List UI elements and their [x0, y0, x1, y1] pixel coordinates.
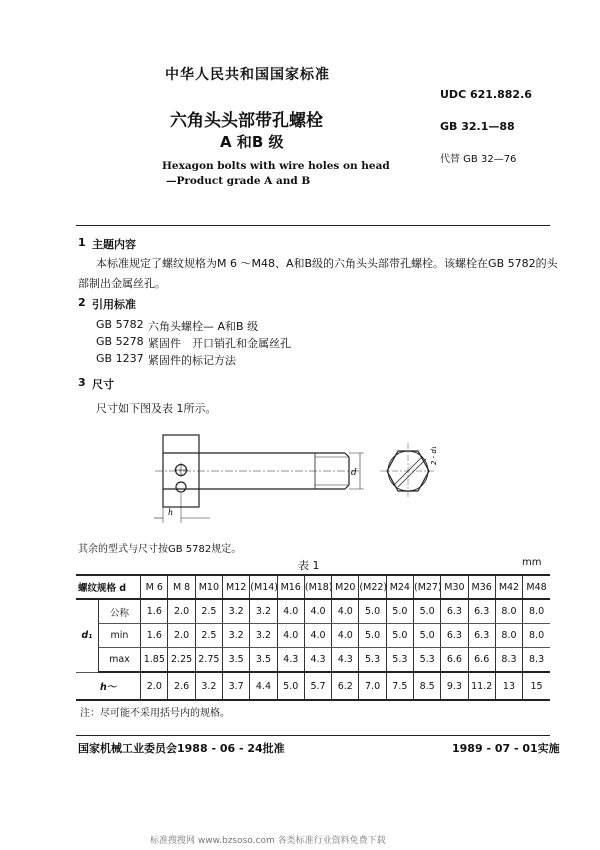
column-header: M48	[523, 575, 550, 599]
table-cell: 5.0	[277, 672, 304, 700]
table-caption: 表 1	[298, 559, 320, 572]
reference-code: GB 5278	[96, 335, 144, 348]
table-cell: 2.0	[168, 624, 195, 648]
column-header: (M27)	[413, 575, 440, 599]
implementation-date: 1989 - 07 - 01实施	[452, 742, 560, 755]
table-row	[76, 624, 550, 648]
table-cell: 2.0	[168, 599, 195, 624]
table-cell: 13	[495, 672, 522, 700]
table-cell: 2.5	[195, 624, 222, 648]
table-row	[76, 648, 550, 673]
section-number: 3	[78, 376, 86, 389]
table-cell: 8.3	[523, 648, 550, 673]
footer-divider	[76, 735, 550, 736]
section-title: 引用标准	[92, 298, 136, 311]
section-body: 本标准规定了螺纹规格为M 6 ～M48、A和B级的六角头头部带孔螺栓。该螺栓在GB 5782的头	[96, 257, 558, 270]
table-cell: 8.5	[413, 672, 440, 700]
section-number: 2	[78, 296, 86, 309]
column-header: (M22)	[359, 575, 386, 599]
dimension-label-d1: 2 - d₁	[430, 446, 438, 465]
row-label: max	[98, 648, 140, 673]
table-cell: 8.3	[495, 648, 522, 673]
column-header: M12	[223, 575, 250, 599]
table-cell: 5.3	[386, 648, 413, 673]
table-cell: 4.0	[304, 624, 331, 648]
table-cell: 3.5	[223, 648, 250, 673]
column-header: M10	[195, 575, 222, 599]
table-cell: 1.6	[141, 599, 168, 624]
table-header-row	[76, 575, 550, 599]
row-label: min	[98, 624, 140, 648]
column-header: M16	[277, 575, 304, 599]
table-cell: 4.0	[277, 599, 304, 624]
table-cell: 5.3	[413, 648, 440, 673]
column-header: M 8	[168, 575, 195, 599]
reference-title: 紧固件的标记方法	[148, 354, 236, 367]
table-cell: 4.3	[277, 648, 304, 673]
section-body: 尺寸如下图及表 1所示。	[96, 402, 217, 415]
document-title-en: Hexagon bolts with wire holes on head	[162, 160, 390, 172]
note-other-dimensions: 其余的型式与尺寸按GB 5782规定。	[78, 544, 242, 555]
header-divider	[76, 225, 550, 226]
table-cell: 3.2	[250, 599, 277, 624]
udc-code: UDC 621.882.6	[440, 88, 532, 101]
table-cell: 8.0	[523, 599, 550, 624]
table-cell: 6.3	[441, 624, 468, 648]
table-cell: 6.3	[441, 599, 468, 624]
table-cell: 6.3	[468, 599, 495, 624]
table-cell: 4.0	[332, 624, 359, 648]
bolt-drawing	[150, 425, 450, 530]
table-cell: 7.5	[386, 672, 413, 700]
document-title-cn: 六角头头部带孔螺栓	[170, 111, 323, 131]
column-header: M24	[386, 575, 413, 599]
dimension-label-d: d	[351, 468, 357, 478]
table-cell: 3.2	[195, 672, 222, 700]
dimension-table	[76, 574, 550, 701]
table-cell: 3.2	[223, 624, 250, 648]
column-header: (M18)	[304, 575, 331, 599]
table-cell: 5.7	[304, 672, 331, 700]
table-cell: 6.6	[468, 648, 495, 673]
table-cell: 4.0	[332, 599, 359, 624]
column-header: M20	[332, 575, 359, 599]
table-cell: 1.6	[141, 624, 168, 648]
table-cell: 4.0	[277, 624, 304, 648]
approval-date: 国家机械工业委员会1988 - 06 - 24批准	[78, 742, 285, 755]
reference-code: GB 5782	[96, 318, 144, 331]
table-cell: 5.0	[386, 624, 413, 648]
table-cell: 5.3	[359, 648, 386, 673]
table-cell: 4.3	[332, 648, 359, 673]
table-cell: 2.0	[141, 672, 168, 700]
table-cell: 4.3	[304, 648, 331, 673]
table-cell: 2.75	[195, 648, 222, 673]
table-row	[76, 672, 550, 700]
watermark-text: 标准搜搜网 www.bzsoso.com 各类标准行业资料免费下载	[150, 836, 386, 846]
table-cell: 3.7	[223, 672, 250, 700]
reference-title: 紧固件 开口销孔和金属丝孔	[148, 337, 291, 350]
table-cell: 3.2	[223, 599, 250, 624]
table-cell: 5.0	[413, 624, 440, 648]
table-cell: 5.0	[359, 624, 386, 648]
column-header: M42	[495, 575, 522, 599]
document-subtitle-cn: A 和B 级	[220, 133, 284, 151]
table-row	[76, 599, 550, 624]
standard-number: GB 32.1—88	[440, 120, 515, 133]
table-cell: 5.0	[386, 599, 413, 624]
reference-code: GB 1237	[96, 352, 144, 365]
table-cell: 8.0	[523, 624, 550, 648]
table-cell: 15	[523, 672, 550, 700]
table-cell: 8.0	[495, 599, 522, 624]
reference-title: 六角头螺栓— A和B 级	[148, 320, 259, 333]
section-title: 主题内容	[92, 238, 136, 251]
wire-hole	[176, 482, 186, 492]
table-cell: 3.2	[250, 624, 277, 648]
row-label: 公称	[98, 599, 140, 624]
table-cell: 9.3	[441, 672, 468, 700]
table-cell: 11.2	[468, 672, 495, 700]
dimension-label-h: h	[168, 508, 174, 517]
column-header: M 6	[141, 575, 168, 599]
row-group-label: d₁	[76, 599, 98, 672]
table-cell: 2.25	[168, 648, 195, 673]
table-cell: 6.6	[441, 648, 468, 673]
section-title: 尺寸	[92, 378, 114, 391]
table-cell: 1.85	[141, 648, 168, 673]
table-cell: 6.2	[332, 672, 359, 700]
table-cell: 5.0	[413, 599, 440, 624]
section-number: 1	[78, 236, 86, 249]
section-body: 部制出金属丝孔。	[78, 277, 166, 290]
column-header: M30	[441, 575, 468, 599]
table-footnote: 注：尽可能不采用括号内的规格。	[80, 708, 230, 719]
national-standard-heading: 中华人民共和国国家标准	[165, 67, 330, 83]
replaces-note: 代替 GB 32—76	[440, 154, 517, 165]
table-cell: 3.5	[250, 648, 277, 673]
table-unit: mm	[522, 557, 542, 568]
table-corner-label: 螺纹规格 d	[76, 575, 141, 599]
document-subtitle-en: —Product grade A and B	[166, 175, 311, 187]
table-cell: 4.0	[304, 599, 331, 624]
table-cell: 5.0	[359, 599, 386, 624]
table-cell: 6.3	[468, 624, 495, 648]
column-header: (M14)	[250, 575, 277, 599]
table-cell: 2.5	[195, 599, 222, 624]
column-header: M36	[468, 575, 495, 599]
table-cell: 7.0	[359, 672, 386, 700]
table-cell: 2.6	[168, 672, 195, 700]
table-cell: 4.4	[250, 672, 277, 700]
table-cell: 8.0	[495, 624, 522, 648]
row-label: h～	[76, 672, 141, 700]
